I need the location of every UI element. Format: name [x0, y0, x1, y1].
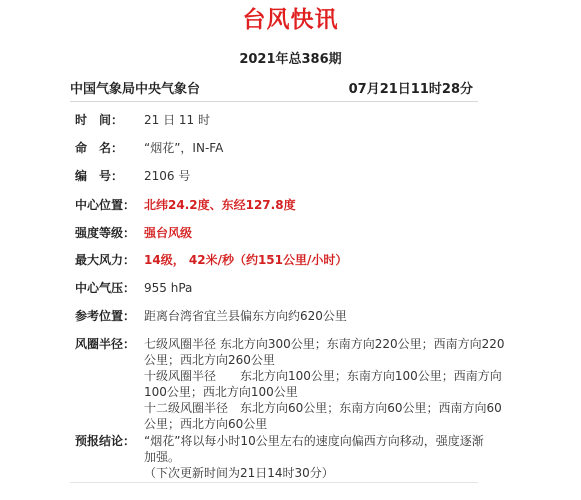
field-pressure-label: 中心气压： [75, 281, 136, 295]
field-wind-radius-value [144, 336, 505, 432]
field-max-wind-value: 14级， 42米/秒（约151公里/小时） [144, 253, 348, 267]
field-number-value: 2106 号 [144, 169, 191, 183]
wind-radius-line: 十二级风圈半径 东北方向60公里；东南方向60公里；西南方向60 [144, 401, 502, 415]
issuing-agency: 中国气象局中央气象台 [70, 82, 201, 97]
field-time-label: 时 间： [75, 113, 124, 127]
wind-radius-line: 100公里；西北方向100公里 [144, 385, 298, 399]
field-number-label: 编 号： [75, 169, 124, 183]
field-pressure-value: 955 hPa [144, 281, 193, 295]
field-intensity-label: 强度等级： [75, 226, 136, 240]
field-name-value: “烟花”，IN-FA [144, 141, 224, 155]
field-time-value: 21 日 11 时 [144, 113, 210, 127]
field-reference-label: 参考位置： [75, 309, 136, 323]
header-divider [70, 101, 478, 102]
field-forecast-value [144, 433, 484, 481]
footer-divider [70, 482, 478, 483]
field-intensity-value: 强台风级 [144, 226, 193, 240]
wind-radius-line: 七级风圈半径 东北方向300公里；东南方向220公里；西南方向220 [144, 337, 505, 351]
field-forecast-label: 预报结论： [75, 434, 136, 448]
wind-radius-line: 公里；西北方向60公里 [144, 417, 268, 431]
field-reference-value: 距离台湾省宜兰县偏东方向约620公里 [144, 309, 347, 323]
issue-datetime: 07月21日11时28分 [348, 82, 473, 97]
field-center-label: 中心位置： [75, 198, 136, 212]
field-name-label: 命 名： [75, 141, 124, 155]
page-title: 台风快讯 [242, 7, 339, 33]
field-max-wind-label: 最大风力： [75, 253, 136, 267]
forecast-line: “烟花”将以每小时10公里左右的速度向偏西方向移动，强度逐渐 [144, 434, 484, 448]
wind-radius-line: 十级风圈半径 东北方向100公里；东南方向100公里；西南方向 [144, 369, 502, 383]
issue-number: 2021年总386期 [239, 52, 342, 67]
field-wind-radius-label: 风圈半径： [75, 337, 136, 351]
wind-radius-line: 公里；西北方向260公里 [144, 353, 275, 367]
forecast-next-update: （下次更新时间为21日14时30分） [144, 466, 334, 480]
field-center-value: 北纬24.2度、东经127.8度 [144, 198, 296, 212]
forecast-line: 加强。 [144, 450, 181, 464]
